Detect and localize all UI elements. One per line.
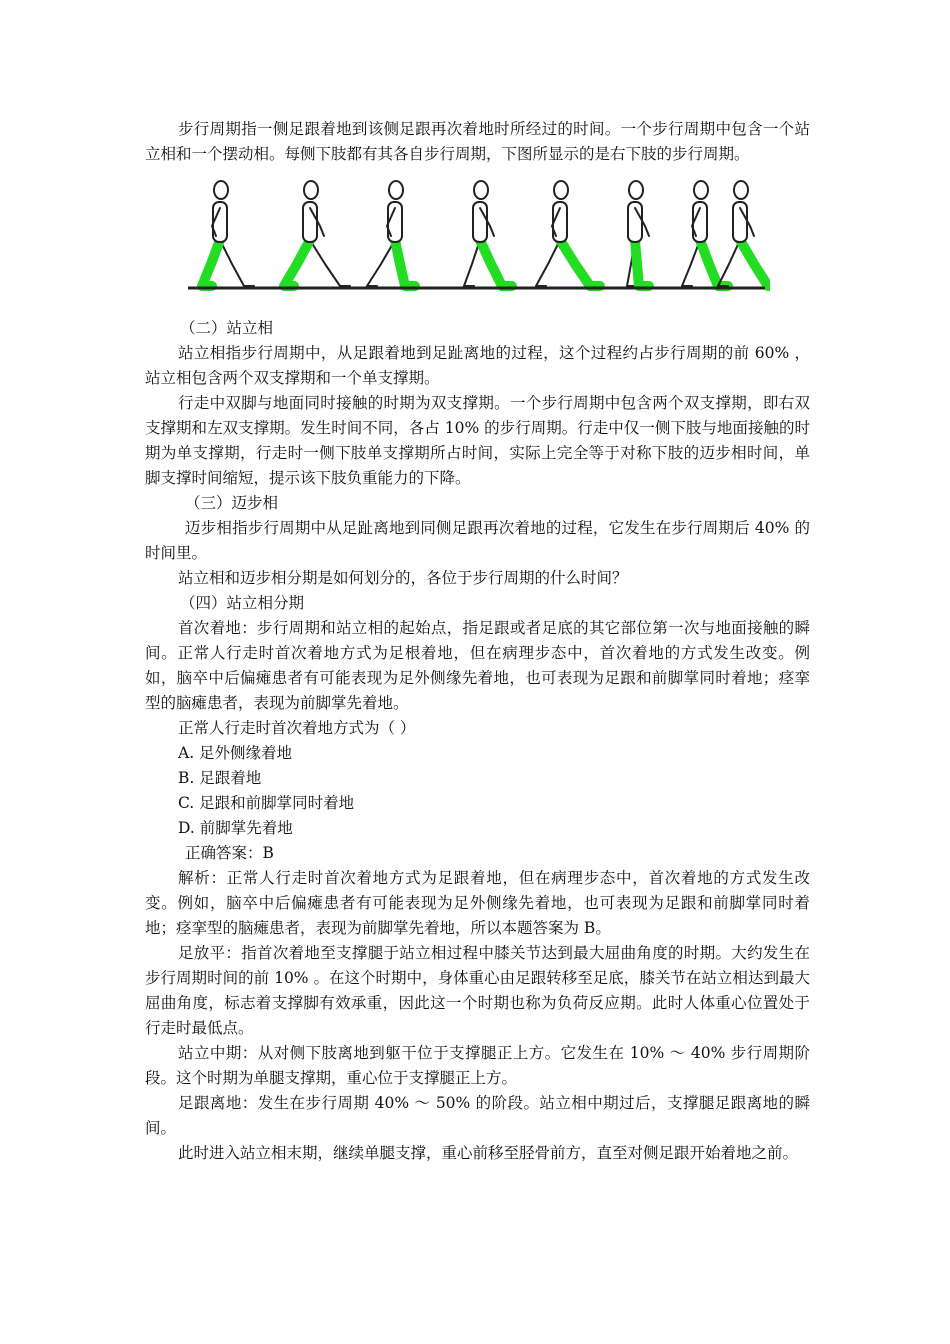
section-3-paragraph-1: 迈步相指步行周期中从足趾离地到同侧足跟再次着地的过程，它发生在步行周期后 40% 的时间里。	[145, 519, 810, 562]
section-2-heading: （二）站立相	[180, 319, 274, 337]
quiz-option-c: C. 足跟和前脚掌同时着地	[178, 794, 355, 812]
walking-figure	[682, 181, 728, 286]
heel-off-paragraph: 足跟离地：发生在步行周期 40% ～ 50% 的阶段。站立相中期过后，支撑腿足跟离地的瞬间。	[145, 1094, 810, 1137]
foot-flat-paragraph: 足放平：指首次着地至支撑腿于站立相过程中膝关节达到最大屈曲角度的时期。大约发生在步行周期时间的前 10% 。在这个时期中，身体重心由足跟转移至足底，膝关节在站立相达到最大屈曲角度，标志着支撑脚有效承重，因此这一个时期也称为负荷反应期。此时人体重心位置处于行走时最低点。	[145, 944, 810, 1037]
walking-figure	[284, 181, 350, 286]
walking-figure	[627, 181, 649, 286]
walking-figure	[367, 181, 415, 286]
intro-paragraph: 步行周期指一侧足跟着地到该侧足跟再次着地时所经过的时间。一个步行周期中包含一个站立相和一个摆动相。每侧下肢都有其各自步行周期，下图所显示的是右下肢的步行周期。	[145, 120, 810, 163]
mid-stance-paragraph: 站立中期：从对侧下肢离地到躯干位于支撑腿正上方。它发生在 10% ～ 40% 步行周期阶段。这个时期为单腿支撑期，重心位于支撑腿正上方。	[145, 1044, 810, 1087]
section-4-paragraph-1: 首次着地：步行周期和站立相的起始点，指足跟或者足底的其它部位第一次与地面接触的瞬间。正常人行走时首次着地方式为足根着地，但在病理步态中，首次着地的方式发生改变。例如，脑卒中后偏瘫患者有可能表现为足外侧缘先着地，也可表现为足跟和前脚掌同时着地；痉挛型的脑瘫患者，表现为前脚掌先着地。	[145, 619, 810, 712]
gait-cycle-figure	[180, 178, 770, 296]
section-4-heading: （四）站立相分期	[180, 594, 305, 612]
terminal-stance-paragraph: 此时进入站立相末期，继续单腿支撑，重心前移至胫骨前方，直至对侧足跟开始着地之前。	[178, 1144, 799, 1162]
section-2-paragraph-1: 站立相指步行周期中，从足跟着地到足趾离地的过程，这个过程约占步行周期的前 60% ，站立相包含两个双支撑期和一个单支撑期。	[145, 344, 810, 387]
gait-cycle-illustration	[180, 178, 770, 296]
quiz-option-b: B. 足跟着地	[178, 769, 262, 787]
quiz-stem: 正常人行走时首次着地方式为（ ）	[178, 719, 416, 737]
section-2-paragraph-2: 行走中双脚与地面同时接触的时期为双支撑期。一个步行周期中包含两个双支撑期，即右双支撑期和左双支撑期。发生时间不同，各占 10% 的步行周期。行走中仅一侧下肢与地面接触的时期为单支撑期，行走时一侧下肢单支撑期所占时间，实际上完全等于对称下肢的迈步相时间，单脚支撑时间缩短，提示该下肢负重能力的下降。	[145, 394, 810, 487]
walking-figure	[536, 181, 600, 286]
quiz-option-d: D. 前脚掌先着地	[178, 819, 293, 837]
walking-figure	[718, 181, 770, 286]
section-3-heading: （三）迈步相	[185, 494, 279, 512]
walking-figure	[202, 181, 254, 286]
question-text: 站立相和迈步相分期是如何划分的，各位于步行周期的什么时间？	[178, 569, 628, 587]
analysis-paragraph: 解析：正常人行走时首次着地方式为足跟着地，但在病理步态中，首次着地的方式发生改变。例如，脑卒中后偏瘫患者有可能表现为足外侧缘先着地，也可表现为足跟和前脚掌同时着地；痉挛型的脑瘫患者，表现为前脚掌先着地，所以本题答案为 B。	[145, 869, 810, 937]
quiz-option-a: A. 足外侧缘着地	[178, 744, 293, 762]
walking-figure	[464, 181, 512, 286]
quiz-answer: 正确答案：B	[185, 844, 274, 862]
